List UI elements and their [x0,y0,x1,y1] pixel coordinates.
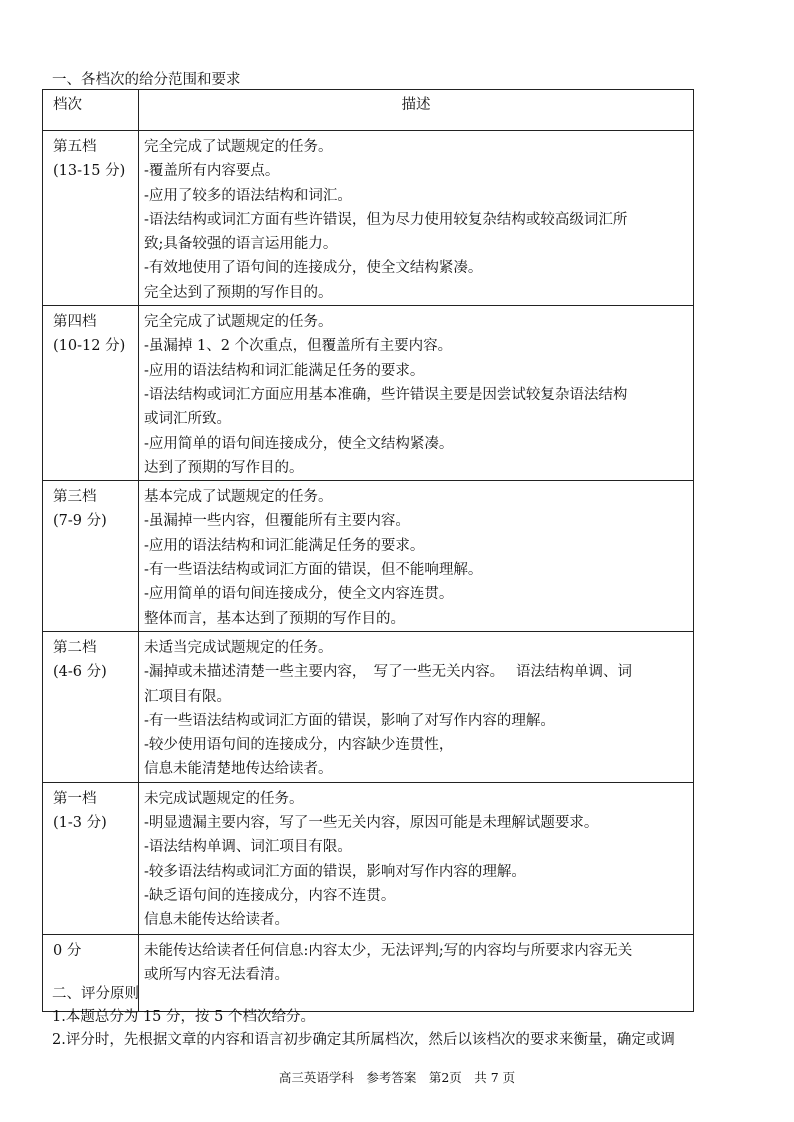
description-line: 未完成试题规定的任务。 [144,790,304,807]
table-row [43,782,694,934]
level-name: 第三档 [53,489,97,506]
description-line: -语法结构或词汇方面应用基本准确，些许错误主要是因尝试较复杂语法结构 [144,386,628,403]
table-row [43,131,694,306]
level-name: 第五档 [53,139,97,155]
description-line: 完全完成了试题规定的任务。 [144,314,333,331]
description-line: 信息未能清楚地传达给读者。 [144,761,333,778]
description-line: -有一些语法结构或词汇方面的错误，影响了对写作内容的理解。 [144,712,555,729]
description-line: -虽漏掉 1、2 个次重点，但覆盖所有主要内容。 [144,338,453,355]
description-line: -缺乏语句间的连接成分，内容不连贯。 [144,887,396,904]
description-line: 汇项目有限。 [144,688,231,705]
description-line: 整体而言，基本达到了预期的写作目的。 [144,610,405,627]
level-name: 第二档 [53,639,97,656]
description-line: -应用简单的语句间连接成分，使全文结构紧凑。 [144,435,454,452]
description-line: 基本完成了试题规定的任务。 [144,489,333,506]
description-line: -有效地使用了语句间的连接成分，使全文结构紧凑。 [144,260,483,277]
level-range: (1-3 分) [53,815,107,832]
level-range: (4-6 分) [53,664,107,681]
description-line: 达到了预期的写作目的。 [144,459,304,476]
description-line: -较少使用语句间的连接成分，内容缺少连贯性， [144,737,454,754]
level-name: 第一档 [53,790,97,807]
level-cell [43,306,139,481]
description-line: -虽漏掉一些内容，但覆能所有主要内容。 [144,513,410,530]
description-line: 信息未能传达给读者。 [144,912,289,929]
description-line: -较多语法结构或词汇方面的错误，影响对写作内容的理解。 [144,863,526,880]
description-line: -应用的语法结构和词汇能满足任务的要求。 [144,362,425,379]
description-cell [139,631,694,782]
table-row [43,631,694,782]
level-name: 0 分 [53,942,82,959]
description-cell [139,481,694,632]
description-line: 未能传达给读者任何信息:内容太少，无法评判;写的内容均与所要求内容无关 [144,942,633,959]
description-line: 或词汇所致。 [144,411,231,428]
header-description: 描述 [139,90,694,131]
table-row [43,306,694,481]
description-line: -有一些语法结构或词汇方面的错误，但不能响理解。 [144,562,483,579]
description-cell [139,934,694,1011]
table-header-row [43,90,694,131]
level-range: (13-15 分) [53,163,126,180]
level-cell [43,481,139,632]
description-line: -覆盖所有内容要点。 [144,163,280,180]
description-line: -应用了较多的语法结构和词汇。 [144,187,352,204]
level-cell [43,631,139,782]
description-line: -语法结构或词汇方面有些许错误，但为尽力使用较复杂结构或较高级词汇所 [144,211,628,228]
section-2-heading: 二、评分原则 [52,986,139,1002]
principle-line: 2.评分时，先根据文章的内容和语言初步确定其所属档次，然后以该档次的要求来衡量，确定或调 [52,1032,675,1048]
description-line: -漏掉或未描述清楚一些主要内容， 写了一些无关内容。 语法结构单调、词 [144,664,633,681]
description-line: 完全达到了预期的写作目的。 [144,284,333,301]
level-cell [43,131,139,306]
section-1-heading: 一、各档次的给分范围和要求 [52,72,241,88]
description-line: 致;具备较强的语言运用能力。 [144,236,338,253]
description-line: -语法结构单调、词汇项目有限。 [144,839,352,856]
description-line: -应用的语法结构和词汇能满足任务的要求。 [144,537,425,554]
description-line: -应用简单的语句间连接成分，使全文内容连贯。 [144,586,454,603]
scoring-table [42,89,694,1012]
level-cell [43,782,139,934]
description-line: 未适当完成试题规定的任务。 [144,639,333,656]
description-cell [139,131,694,306]
table-row [43,481,694,632]
level-range: (10-12 分) [53,338,126,355]
level-range: (7-9 分) [53,513,107,530]
description-line: -明显遗漏主要内容，写了一些无关内容，原因可能是未理解试题要求。 [144,815,599,832]
description-line: 完全完成了试题规定的任务。 [144,139,333,155]
header-level: 档次 [43,90,139,131]
table-row [43,934,694,1011]
principle-line: 1.本题总分为 15 分，按 5 个档次给分。 [52,1009,315,1025]
description-cell [139,306,694,481]
description-cell [139,782,694,934]
level-name: 第四档 [53,314,97,331]
description-line: 或所写内容无法看清。 [144,967,289,984]
page-footer: 高三英语学科 参考答案 第2页 共 7 页 [278,1070,516,1085]
